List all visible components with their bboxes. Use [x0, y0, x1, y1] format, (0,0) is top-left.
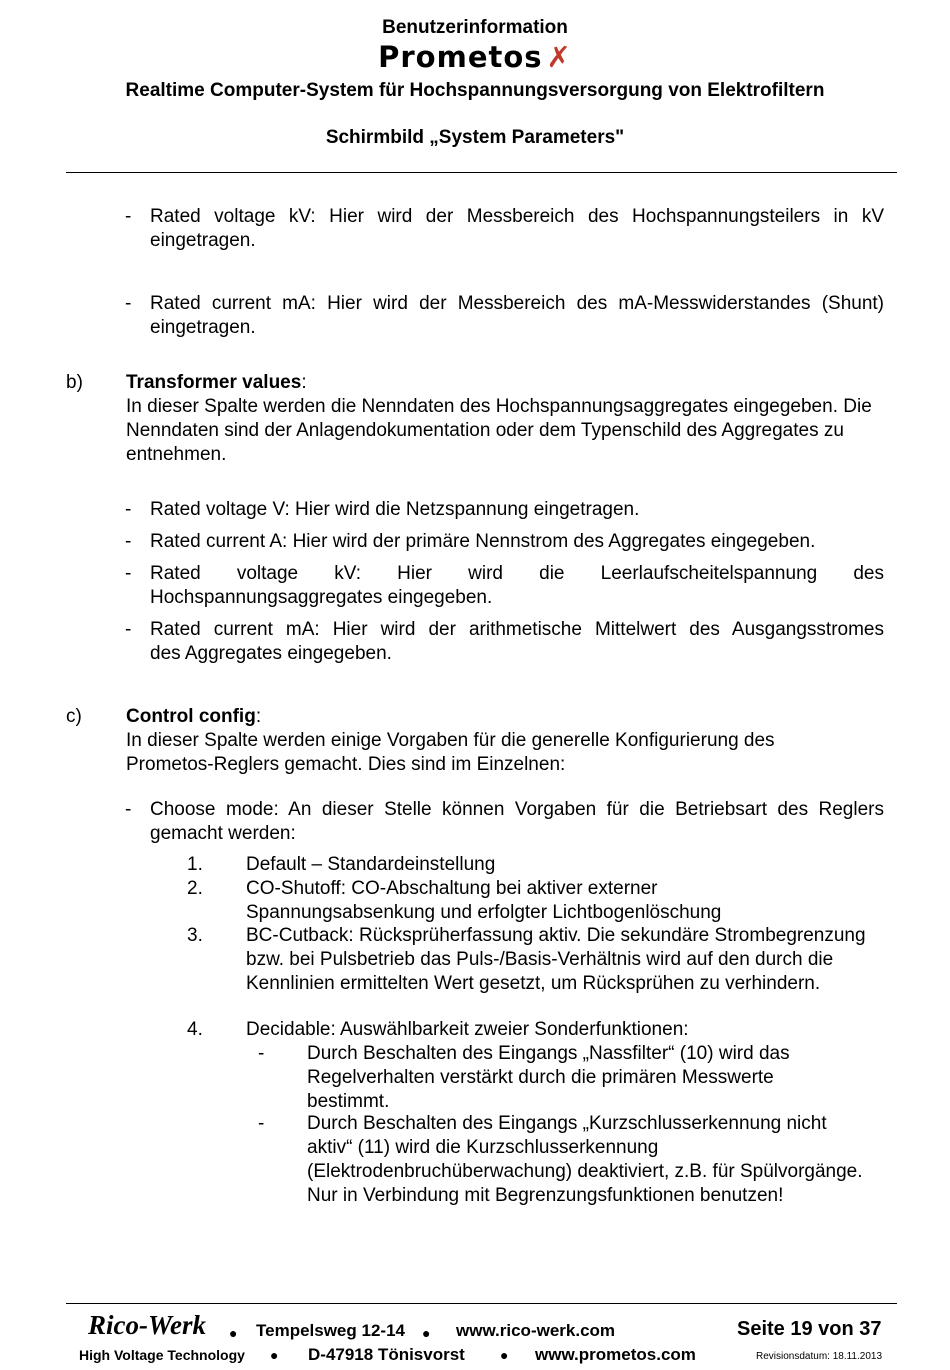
- product-name: [0, 40, 950, 74]
- section-b-title: Transformer values: [126, 372, 302, 393]
- intro-item-2-line2: eingetragen.: [150, 317, 256, 338]
- list-marker: -: [125, 206, 132, 227]
- revision-date: Revisionsdatum: 18.11.2013: [756, 1351, 883, 1362]
- choose-mode-line1: Choose mode: An dieser Stelle können Vorgaben für die Betriebsart des Reglers: [150, 799, 884, 820]
- choose-mode-line2: gemacht werden:: [150, 823, 296, 844]
- page-number: Seite 19 von 37: [737, 1318, 882, 1340]
- mode-number: 2.: [187, 878, 203, 899]
- intro-item-1-line2: eingetragen.: [150, 230, 256, 251]
- bullet-icon: ●: [500, 1347, 509, 1363]
- prometos-logo-mark: ✗: [546, 40, 572, 74]
- section-b-text: In dieser Spalte werden die Nenndaten des Hochspannungsaggregates eingegeben. Die Nenndaten sind der Anlagendokumentation oder dem Typenschild des Aggregates zu entnehmen.: [126, 396, 872, 465]
- section-c-colon: :: [255, 706, 262, 727]
- list-marker: -: [125, 799, 132, 820]
- transformer-item-3-line1: Rated voltage kV: Hier wird die Leerlaufscheitelspannung des: [150, 563, 884, 584]
- footer-website-prometos: www.prometos.com: [535, 1345, 696, 1364]
- list-marker: -: [125, 563, 132, 584]
- section-c-title: Control config: [126, 706, 256, 727]
- header-divider: [66, 172, 897, 173]
- list-marker: -: [125, 531, 132, 552]
- footer-website-rico: www.rico-werk.com: [456, 1321, 616, 1340]
- product-title: Prometos: [378, 40, 543, 74]
- footer-city: D-47918 Tönisvorst: [308, 1345, 465, 1364]
- section-c-label: c): [66, 706, 82, 727]
- section-b-colon: :: [301, 372, 307, 393]
- footer-divider: [66, 1303, 897, 1304]
- document-subtitle: Realtime Computer-System für Hochspannungsversorgung von Elektrofiltern: [125, 80, 825, 101]
- decidable-item-1: Durch Beschalten des Eingangs „Nassfilter“ (10) wird das Regelverhalten verstärkt durch die primären Messwerte bestimmt.: [307, 1043, 790, 1112]
- section-c-text: In dieser Spalte werden einige Vorgaben für die generelle Konfigurierung des Prometos-Reglers gemacht. Dies sind im Einzelnen:: [126, 730, 775, 775]
- mode-item-2: CO-Shutoff: CO-Abschaltung bei aktiver externer Spannungsabsenkung und erfolgter Lichtbogenlöschung: [246, 878, 722, 923]
- list-marker: -: [258, 1113, 265, 1134]
- mode-number: 3.: [187, 925, 203, 946]
- list-marker: -: [258, 1043, 265, 1064]
- list-marker: -: [125, 293, 132, 314]
- rico-werk-logo: Rico-Werk: [88, 1310, 206, 1340]
- intro-item-2-line1: Rated current mA: Hier wird der Messbereich des mA-Messwiderstandes (Shunt): [150, 293, 884, 314]
- mode-number: 4.: [187, 1019, 203, 1040]
- section-b-heading: [126, 371, 307, 395]
- screen-title: Schirmbild „System Parameters": [325, 127, 625, 148]
- footer-tagline: High Voltage Technology: [79, 1347, 245, 1363]
- list-marker: -: [125, 619, 132, 640]
- decidable-item-2: Durch Beschalten des Eingangs „Kurzschlusserkennung nicht aktiv“ (11) wird die Kurzschlusserkennung (Elektrodenbruchüberwachung) deaktiviert, z.B. für Spülvorgänge. Nur in Verbindung mit Begrenzungsfunktionen benutzen!: [307, 1113, 863, 1206]
- section-b-label: b): [66, 372, 83, 393]
- transformer-item-1: Rated voltage V: Hier wird die Netzspannung eingetragen.: [150, 499, 640, 520]
- bullet-icon: ●: [229, 1325, 238, 1341]
- mode-number: 1.: [187, 854, 203, 875]
- mode-item-1: Default – Standardeinstellung: [246, 854, 496, 875]
- mode-item-4: Decidable: Auswählbarkeit zweier Sonderfunktionen:: [246, 1019, 689, 1040]
- list-marker: -: [125, 499, 132, 520]
- transformer-item-4-line1: Rated current mA: Hier wird der arithmetische Mittelwert des Ausgangsstromes: [150, 619, 884, 640]
- bullet-icon: ●: [422, 1325, 431, 1341]
- intro-item-1-line1: Rated voltage kV: Hier wird der Messbereich des Hochspannungsteilers in kV: [150, 206, 884, 227]
- transformer-item-4-line2: des Aggregates eingegeben.: [150, 643, 392, 664]
- document-type: Benutzerinformation: [382, 17, 568, 38]
- footer-address: Tempelsweg 12-14: [256, 1321, 405, 1340]
- mode-item-3: BC-Cutback: Rücksprüherfassung aktiv. Die sekundäre Strombegrenzung bzw. bei Pulsbetrieb das Puls-/Basis-Verhältnis wird auf den durch die Kennlinien ermittelten Wert gesetzt, um Rücksprühen zu verhindern.: [246, 925, 866, 994]
- section-c-heading: [126, 705, 261, 729]
- transformer-item-2: Rated current A: Hier wird der primäre Nennstrom des Aggregates eingegeben.: [150, 531, 816, 552]
- transformer-item-3-line2: Hochspannungsaggregates eingegeben.: [150, 587, 493, 608]
- bullet-icon: ●: [270, 1347, 279, 1363]
